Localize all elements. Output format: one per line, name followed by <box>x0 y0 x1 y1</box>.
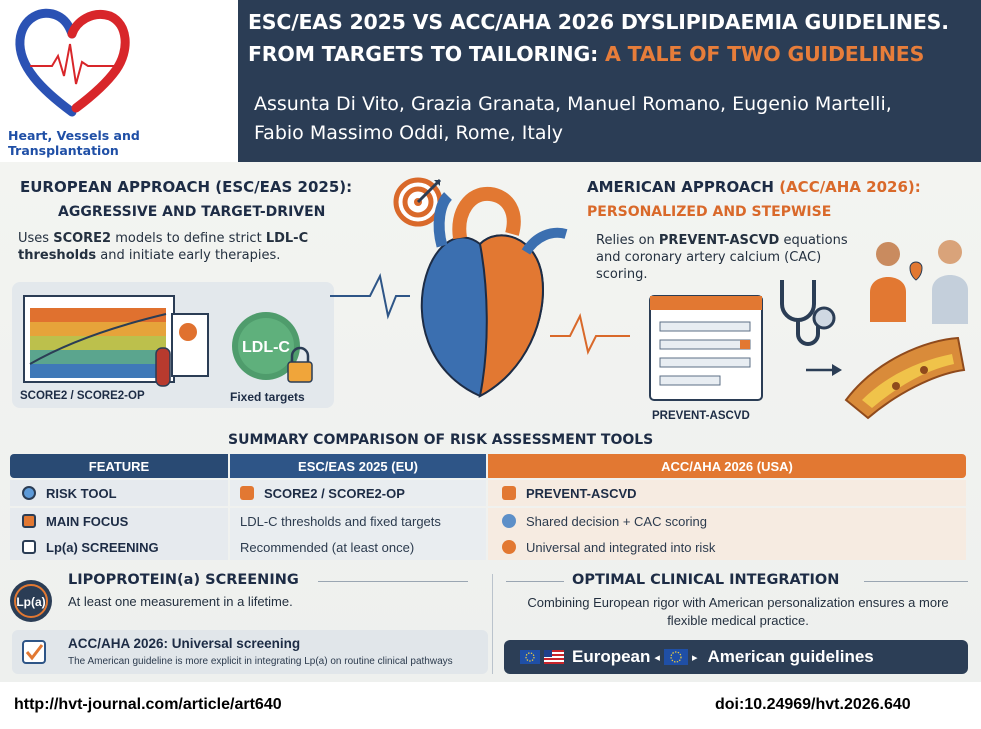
aha-screening-title: ACC/AHA 2026: Universal screening <box>68 636 301 651</box>
feature-label: MAIN FOCUS <box>46 513 129 529</box>
authors-line-2: Fabio Massimo Oddi, Rome, Italy <box>254 122 564 144</box>
header-feature: FEATURE <box>10 454 228 478</box>
feature-cell <box>10 508 228 534</box>
us-flag-icon <box>544 650 564 664</box>
eu-text-post: models to define strict <box>111 231 266 246</box>
aha-screening-subtext: The American guideline is more explicit in integrating Lp(a) on routine clinical pathways <box>68 656 453 667</box>
feature-label: RISK TOOL <box>46 485 117 501</box>
artery-icon <box>806 330 966 422</box>
heart-illustration-icon <box>330 176 630 412</box>
eu-text-bold: SCORE2 <box>53 231 112 246</box>
feature-cell <box>10 534 228 560</box>
book-icon <box>22 540 36 554</box>
eu-text-bold2: LDL-C thresholds <box>18 231 309 263</box>
bar-european-label: European <box>572 647 651 666</box>
circle-icon <box>502 540 516 554</box>
document-icon <box>240 486 254 500</box>
us-cell <box>488 534 966 560</box>
am-text-pre: Relies on <box>596 233 659 248</box>
divider <box>318 581 468 582</box>
fixed-targets-caption: Fixed targets <box>230 390 305 404</box>
american-heading-accent: (ACC/AHA 2026): <box>779 178 921 196</box>
title-line-2-accent: A TALE OF TWO GUIDELINES <box>605 42 925 66</box>
title-line-2-main: FROM TARGETS TO TAILORING: <box>248 42 599 66</box>
header-usa: ACC/AHA 2026 (USA) <box>488 454 966 478</box>
score2-chart-icon <box>22 294 212 390</box>
integration-text: Combining European rigor with American personalization ensures a more flexible medical practice. <box>527 595 949 628</box>
lpa-icon-label: Lp(a) <box>16 595 46 609</box>
heart-logo-icon <box>12 4 134 122</box>
am-text-bold: PREVENT-ASCVD <box>658 233 780 248</box>
checkbox-icon <box>22 640 46 664</box>
infographic <box>0 162 981 682</box>
journal-logo <box>0 0 238 162</box>
logo-caption: Heart, Vessels and Transplantation <box>8 128 140 158</box>
score2-caption: SCORE2 / SCORE2-OP <box>20 390 145 402</box>
european-subheading: AGGRESSIVE AND TARGET-DRIVEN <box>58 204 326 220</box>
european-description <box>18 230 318 264</box>
eu-value: SCORE2 / SCORE2-OP <box>264 485 405 501</box>
table-row <box>10 480 966 506</box>
divider <box>864 581 968 582</box>
eu-text-end: and initiate early therapies. <box>96 248 281 263</box>
us-value: Universal and integrated into risk <box>526 539 716 555</box>
risk-tool-icon <box>22 486 36 500</box>
table-row <box>10 508 966 534</box>
feature-label: Lp(a) SCREENING <box>46 539 159 555</box>
lpa-icon <box>8 578 54 624</box>
lpa-title: LIPOPROTEIN(a) SCREENING <box>68 572 299 588</box>
divider <box>492 574 493 674</box>
eu-flag-icon <box>520 650 540 664</box>
eu-flag-icon <box>664 649 688 665</box>
feature-cell <box>10 480 228 506</box>
prevent-ascvd-caption: PREVENT-ASCVD <box>652 410 750 422</box>
table-row <box>10 534 966 560</box>
header-eu: ESC/EAS 2025 (EU) <box>230 454 486 478</box>
eu-cell <box>230 480 486 506</box>
document-icon <box>502 486 516 500</box>
doctor-patient-icon <box>858 230 976 336</box>
arrow-right-icon: ▸ <box>691 651 698 664</box>
authors-line-1: Assunta Di Vito, Grazia Granata, Manuel Romano, Eugenio Martelli, <box>254 93 892 115</box>
eu-cell <box>230 508 486 534</box>
eu-text-pre: Uses <box>18 231 54 246</box>
american-heading-main: AMERICAN APPROACH <box>587 178 774 196</box>
am-text-post: equations and coronary artery calcium (CAC) scoring. <box>596 233 848 282</box>
title-line-2 <box>248 42 924 66</box>
title-line-1: ESC/EAS 2025 VS ACC/AHA 2026 DYSLIPIDAEMIA GUIDELINES. <box>248 10 949 34</box>
european-heading: EUROPEAN APPROACH (ESC/EAS 2025): <box>20 178 353 196</box>
bar-american-label: American guidelines <box>707 647 874 666</box>
authors <box>254 90 974 148</box>
lpa-text: At least one measurement in a lifetime. <box>68 594 293 609</box>
us-value: Shared decision + CAC scoring <box>526 513 708 529</box>
american-heading <box>587 178 921 196</box>
us-cell <box>488 508 966 534</box>
eu-value: LDL-C thresholds and fixed targets <box>240 513 441 529</box>
eu-value: Recommended (at least once) <box>240 539 415 555</box>
european-american-bar <box>504 640 968 674</box>
article-url[interactable]: http://hvt-journal.com/article/art640 <box>14 696 282 713</box>
ldl-c-icon <box>226 308 322 388</box>
focus-icon <box>22 514 36 528</box>
comparison-table <box>10 454 966 560</box>
eu-cell <box>230 534 486 560</box>
globe-icon <box>502 514 516 528</box>
american-subheading: PERSONALIZED AND STEPWISE <box>587 204 832 220</box>
prevent-ascvd-form-icon <box>648 294 766 406</box>
doi-link[interactable]: doi:10.24969/hvt.2026.640 <box>715 696 911 713</box>
title-band <box>238 0 981 162</box>
arrow-left-icon: ◂ <box>654 651 660 664</box>
us-cell <box>488 480 966 506</box>
us-value: PREVENT-ASCVD <box>526 485 637 501</box>
divider <box>506 581 564 582</box>
summary-title: SUMMARY COMPARISON OF RISK ASSESSMENT TOOLS <box>228 432 654 448</box>
integration-title: OPTIMAL CLINICAL INTEGRATION <box>572 572 840 588</box>
ldl-c-label: LDL-C <box>242 339 290 356</box>
